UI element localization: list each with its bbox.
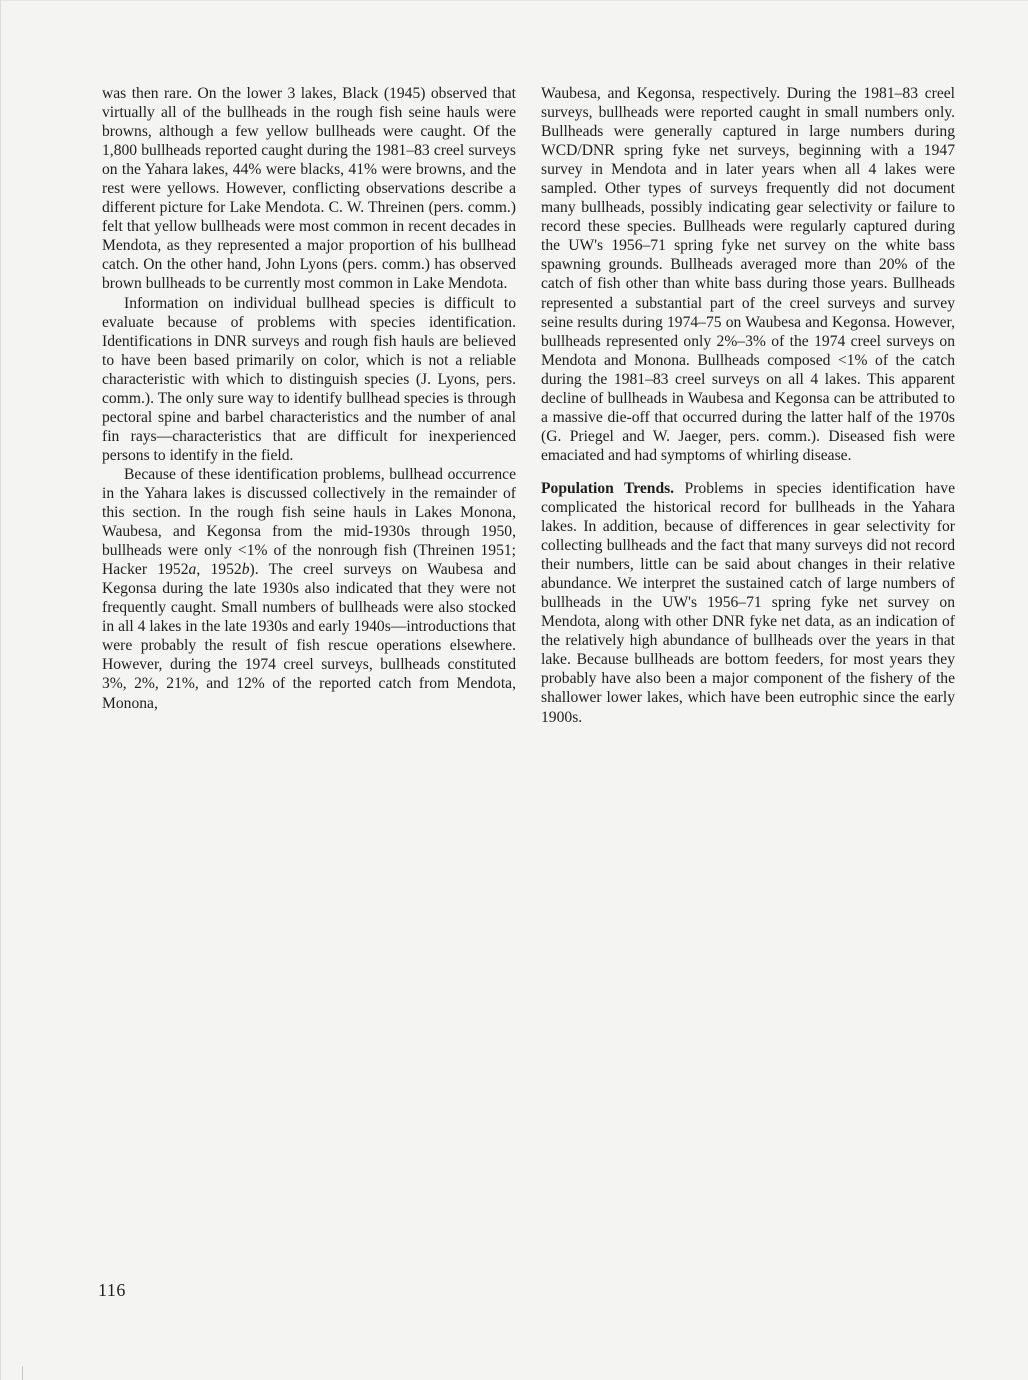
citation-suffix: a xyxy=(188,561,197,579)
citation-suffix: b xyxy=(241,561,250,579)
paragraph-population-trends xyxy=(541,479,955,727)
paragraph-text: Problems in species identification have complicated the historical record for bullheads in the Yahara lakes. In addition, because of differences in gear selectivity for collecting bullheads and the fact that many surveys did not record their numbers, little can be said about changes in their relative abundance. We interpret the sustained catch of large numbers of bullheads in the UW's 1956–71 spring fyke net survey on Mendota, along with other DNR fyke net data, as an indication of the relatively high abundance of bullheads over the years in that lake. Because bullheads are bottom feeders, for most years they probably have also been a major component of the fishery of the shallower lower lakes, which have been eutrophic since the early 1900s. xyxy=(541,479,955,726)
paragraph-survey-results: Waubesa, and Kegonsa, respectively. During the 1981–83 creel surveys, bullheads were reported caught in small numbers only. Bullheads were generally captured in large numbers during WCD/DNR spring fyke net surveys, beginning with a 1947 survey in Mendota and in later years when all 4 lakes were sampled. Other types of surveys frequently did not document many bullheads, possibly indicating gear selectivity or failure to record these species. Bullheads were regularly captured during the UW's 1956–71 spring fyke net survey on the white bass spawning grounds. Bullheads averaged more than 20% of the catch of fish other than white bass during those years. Bullheads represented a substantial part of the creel surveys and survey seine results during 1974–75 on Waubesa and Kegonsa. However, bullheads represented only 2%–3% of the 1974 creel surveys on Mendota and Monona. Bullheads composed <1% of the catch during the 1981–83 creel surveys on all 4 lakes. This apparent decline of bullheads in Waubesa and Kegonsa can be attributed to a massive die-off that occurred during the latter half of the 1970s (G. Priegel and W. Jaeger, pers. comm.). Diseased fish were emaciated and had symptoms of whirling disease. xyxy=(541,85,955,464)
paragraph-species-identification: Information on individual bullhead species is difficult to evaluate because of problems with species identification. Identifications in DNR surveys and rough fish hauls are believed to have been based primarily on color, which is not a reliable characteristic with which to distinguish species (J. Lyons, pers. comm.). The only sure way to identify bullhead species is through pectoral spine and barbel characteristics and the number of anal fin rays—characteristics that are difficult for inexperienced persons to identify in the field. xyxy=(102,294,516,464)
paragraph-text: ). The creel surveys on Waubesa and Kegonsa during the late 1930s also indicated that they were not frequently caught. Small numbers of bullheads were also stocked in all 4 lakes in the late 1930s and early 1940s—introductions that were probably the result of fish rescue operations elsewhere. However, during the 1974 creel surveys, bullheads constituted 3%, 2%, 21%, and 12% of the reported catch from Mendota, Monona, xyxy=(102,561,516,712)
page-number: 116 xyxy=(98,1280,126,1300)
scan-mark xyxy=(22,1366,23,1380)
section-heading-population-trends: Population Trends. xyxy=(541,479,675,497)
right-column xyxy=(541,84,955,727)
paragraph-bullhead-composition: was then rare. On the lower 3 lakes, Black (1945) observed that virtually all of the bullheads in the rough fish seine hauls were browns, although a few yellow bullheads were caught. Of the 1,800 bullheads reported caught during the 1981–83 creel surveys on the Yahara lakes, 44% were blacks, 41% were browns, and the rest were yellows. However, conflicting observations describe a different picture for Lake Mendota. C. W. Threinen (pers. comm.) felt that yellow bullheads were most common in recent decades in Mendota, as they represented a major proportion of his bullhead catch. On the other hand, John Lyons (pers. comm.) has observed brown bullheads to be currently most common in Lake Mendota. xyxy=(102,85,516,293)
paragraph-text: Because of these identification problems, bullhead occurrence in the Yahara lakes is discussed collectively in the remainder of this section. In the rough fish seine hauls in Lakes Monona, Waubesa, and Kegonsa from the mid-1930s through 1950, bullheads were only <1% of the nonrough fish (Threinen 1951; Hacker 1952 xyxy=(102,465,516,579)
paragraph-text: , 1952 xyxy=(196,561,242,579)
paragraph-collective-discussion xyxy=(102,465,516,713)
left-column xyxy=(102,84,516,713)
